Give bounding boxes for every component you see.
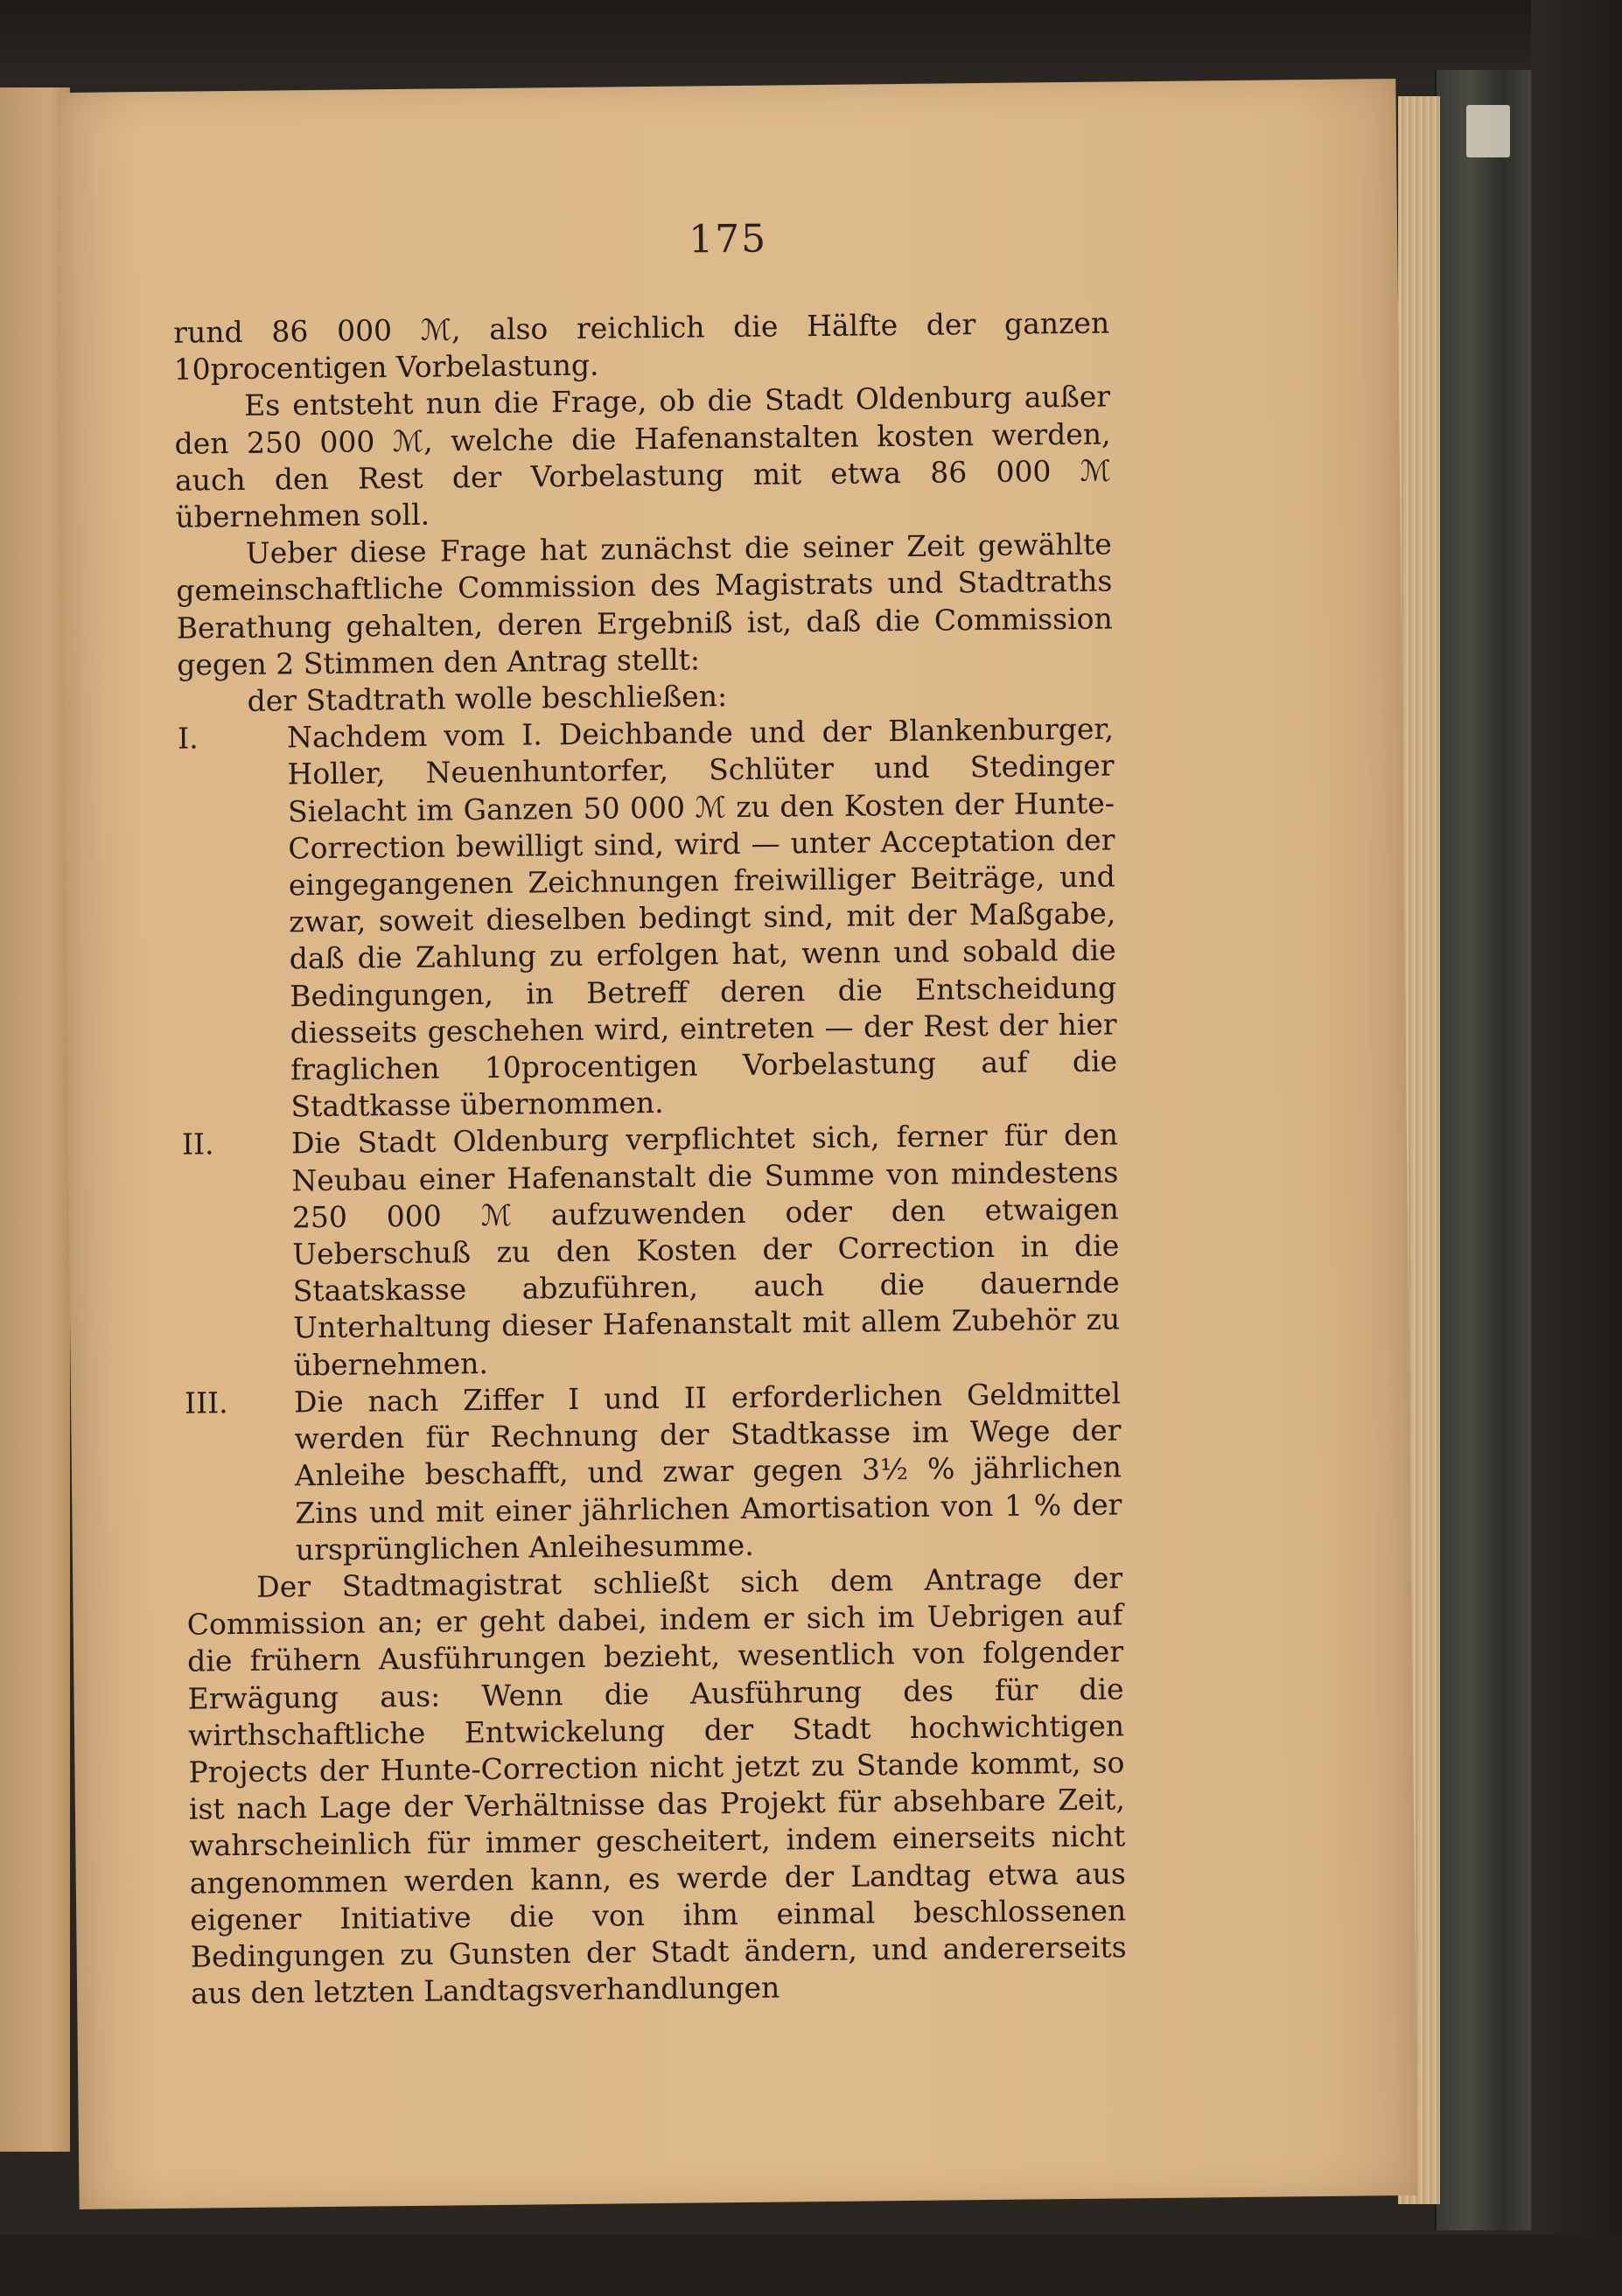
item-text: Nachdem vom I. Deichbande und der Blankenburger, Holler, Neuenhuntorfer, Schlüter und Stedinger Sielacht im Ganzen 50 000 ℳ zu den Kosten der Hunte-Correction bewilligt sind, wird — unter Acceptation der eingegangenen Zeichnungen freiwilliger Beiträge, und zwar, soweit dieselben bedingt sind, mit der Maßgabe, daß die Zahlung zu erfolgen hat, wenn und sobald die Bedingungen, in Betreff deren die Entscheidung diesseits geschehen wird, eintreten — der Rest der hier fraglichen 10procentigen Vorbelastung auf die Stadtkasse übernommen. <box>286 711 1118 1124</box>
background-top <box>0 0 1622 84</box>
item-number: III. <box>184 1385 228 1420</box>
previous-page-edge <box>0 87 70 2152</box>
paragraph-1: rund 86 000 ℳ, also reichlich die Hälfte der ganzen 10procentigen Vorbelastung. <box>173 305 1110 387</box>
item-number: II. <box>181 1127 214 1162</box>
page-number: 175 <box>688 216 768 262</box>
cover-label-patch <box>1466 105 1510 157</box>
background-bottom <box>0 2235 1622 2296</box>
resolution-intro: der Stadtrath wolle beschließen: <box>247 679 728 718</box>
paragraph-2: Es entsteht nun die Frage, ob die Stadt Oldenburg außer den 250 000 ℳ, welche die Hafenanstalten kosten werden, auch den Rest der Vorbelastung mit etwa 86 000 ℳ übernehmen soll. <box>174 379 1112 534</box>
page-body <box>173 304 1127 2012</box>
closing-paragraph: Der Stadtmagistrat schließt sich dem Antrage der Commission an; er geht dabei, indem er sich im Uebrigen auf die frühern Ausführungen bezieht, wesentlich von folgender Erwägung aus: Wenn die Ausführung des für die wirthschaftliche Entwickelung der Stadt hochwichtigen Projects der Hunte-Correction nicht jetzt zu Stande kommt, so ist nach Lage der Verhältnisse das Projekt für absehbare Zeit, wahrscheinlich für immer gescheitert, indem einerseits nicht angenommen werden kann, es werde der Landtag etwa aus eigener Initiative die von ihm einmal beschlossenen Bedingungen zu Gunsten der Stadt ändern, und andererseits aus den letzten Landtagsverhandlungen <box>186 1560 1127 2011</box>
item-text: Die Stadt Oldenburg verpflichtet sich, ferner für den Neubau einer Hafenanstalt die Summe von mindestens 250 000 ℳ aufzuwenden oder den etwaigen Ueberschuß zu den Kosten der Correction in die Staatskasse abzuführen, auch die dauernde Unterhaltung dieser Hafenanstalt mit allem Zubehör zu übernehmen. <box>290 1117 1121 1383</box>
resolution-item-3 <box>185 1375 1122 1569</box>
paragraph-3: Ueber diese Frage hat zunächst die seiner Zeit gewählte gemeinschaftliche Commission des Magistrats und Stadtraths Berathung gehalten, deren Ergebniß ist, daß die Commission gegen 2 Stimmen den Antrag stellt: <box>176 527 1113 682</box>
book-cover-edge <box>1435 70 1531 2230</box>
background-right <box>1531 0 1622 2296</box>
book-page <box>57 79 1417 2209</box>
item-text: Die nach Ziffer I und II erforderlichen Geldmittel werden für Rechnung der Stadtkasse im Wege der Anleihe beschafft, und zwar gegen 3½ % jährlichen Zins und mit einer jährlichen Amortisation von 1 % der ursprünglichen Anleihesumme. <box>293 1376 1122 1567</box>
item-number: I. <box>177 721 199 756</box>
resolution-item-1 <box>178 711 1118 1127</box>
resolution-item-2 <box>182 1117 1121 1385</box>
